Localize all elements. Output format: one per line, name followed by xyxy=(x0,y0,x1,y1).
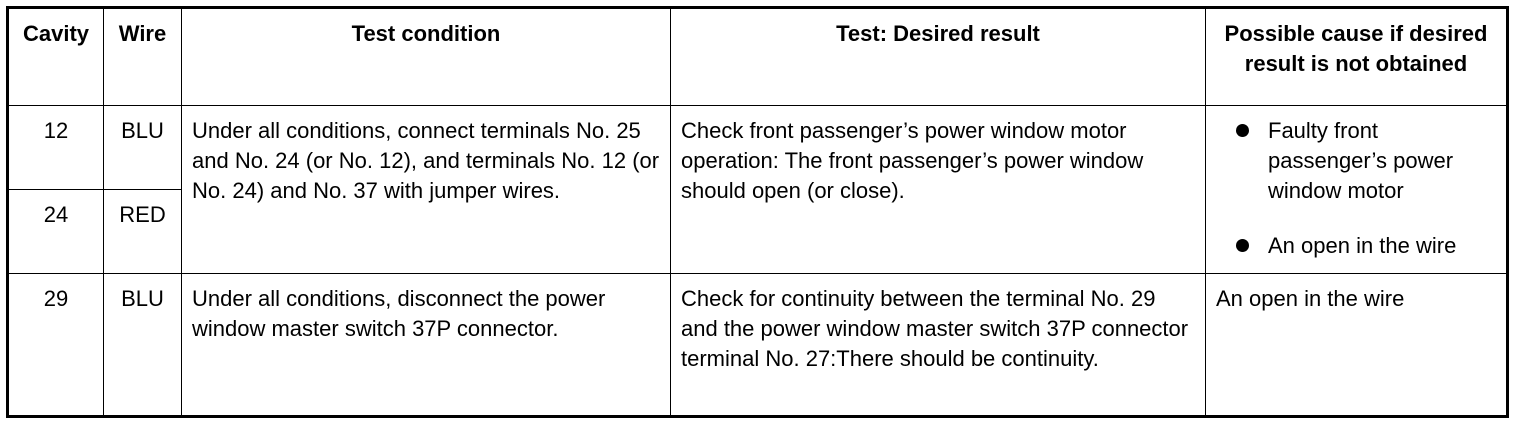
possible-cause-item xyxy=(1236,231,1500,261)
cell-wire xyxy=(104,106,182,190)
cell-wire xyxy=(104,190,182,274)
cavity-value: 29 xyxy=(43,286,69,311)
cavity-value: 12 xyxy=(43,118,69,143)
cell-test-condition xyxy=(182,106,671,274)
bullet-dot-icon xyxy=(1236,124,1249,137)
cell-cavity xyxy=(8,274,104,417)
wire-value: RED xyxy=(119,202,166,227)
table-row xyxy=(8,106,1508,190)
possible-cause-text: An open in the wire xyxy=(1268,233,1457,258)
table-row xyxy=(8,274,1508,417)
cavity-value: 24 xyxy=(43,202,69,227)
cell-cavity xyxy=(8,106,104,190)
cell-wire xyxy=(104,274,182,417)
cell-test-condition xyxy=(182,274,671,417)
cell-possible-cause xyxy=(1206,106,1508,274)
test-condition-text: Under all conditions, connect terminals No. 25 and No. 24 (or No. 12), and terminals No. 12 (or No. 24) and No. 37 with jumper wires. xyxy=(192,118,660,203)
cell-desired-result xyxy=(671,274,1206,417)
header-possible-cause: Possible cause if desired result is not obtained xyxy=(1206,8,1508,106)
possible-cause-text: Faulty front passenger’s power window motor xyxy=(1268,118,1454,203)
cell-desired-result xyxy=(671,106,1206,274)
test-condition-text: Under all conditions, disconnect the power window master switch 37P connector. xyxy=(192,286,606,341)
wire-value: BLU xyxy=(121,286,164,311)
desired-result-text: Check front passenger’s power window motor operation: The front passenger’s power window should open (or close). xyxy=(681,118,1144,203)
possible-cause-item xyxy=(1236,116,1500,206)
bullet-dot-icon xyxy=(1236,239,1249,252)
header-cavity: Cavity xyxy=(8,8,104,106)
diagnostic-table xyxy=(6,6,1509,418)
header-test-condition: Test condition xyxy=(182,8,671,106)
header-wire: Wire xyxy=(104,8,182,106)
possible-cause-list xyxy=(1206,106,1506,261)
cell-cavity xyxy=(8,190,104,274)
wire-value: BLU xyxy=(121,118,164,143)
possible-cause-text: An open in the wire xyxy=(1216,286,1405,311)
header-desired-result: Test: Desired result xyxy=(671,8,1206,106)
desired-result-text: Check for continuity between the terminal No. 29 and the power window master switch 37P connector terminal No. 27:There should be continuity. xyxy=(681,286,1189,371)
cell-possible-cause xyxy=(1206,274,1508,417)
table-header-row xyxy=(8,8,1508,106)
